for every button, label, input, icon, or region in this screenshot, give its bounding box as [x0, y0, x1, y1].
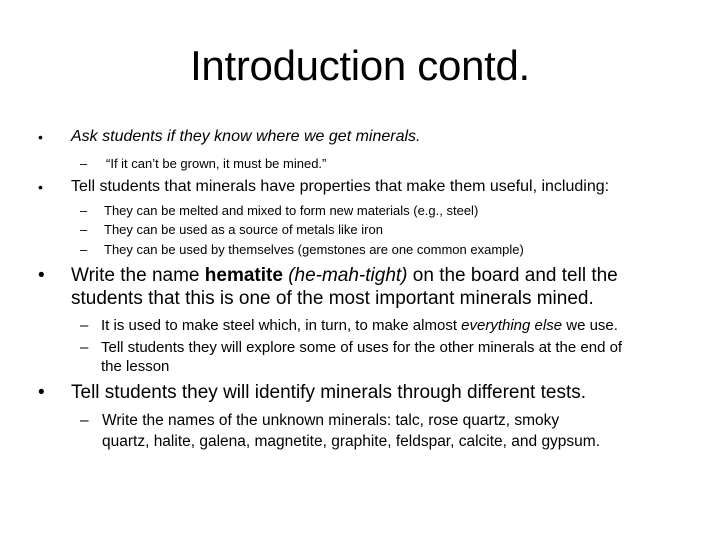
bullet-1-text: Ask students if they know where we get minerals.: [71, 128, 421, 145]
bullet-3-line-1: [71, 265, 618, 287]
hematite-pronunciation: (he-mah-tight): [288, 265, 408, 286]
bullet-2-sub-2: [80, 220, 680, 240]
bullet-2-sub-1: [80, 201, 680, 221]
bullet-2-sub-1-text: They can be melted and mixed to form new materials (e.g., steel): [104, 203, 479, 218]
bullet-3-sub-2: [80, 338, 700, 378]
bullet-3-sub-1: [80, 316, 700, 336]
bullet-2: [38, 177, 698, 199]
dash-marker: –: [80, 242, 88, 257]
bullet-1-sub-1: [80, 154, 680, 174]
bullet-marker: •: [38, 265, 45, 286]
bullet-marker: •: [38, 179, 43, 195]
bullet-marker: •: [38, 382, 45, 403]
dash-marker: –: [80, 339, 89, 356]
bullet-4-sub-1: [80, 410, 710, 454]
bullet-3-sub-2-line-2: the lesson: [101, 358, 170, 375]
slide-title: Introduction contd.: [190, 42, 530, 89]
emphasis-text: everything else: [461, 317, 563, 334]
bullet-3-text-before: Write the name: [71, 265, 205, 286]
bullet-3-sub-1-text-before: It is used to make steel which, in turn, to make almost: [101, 317, 462, 334]
bullet-3-text-after: on the board and tell the: [407, 265, 618, 286]
bullet-3-line-2: students that this is one of the most important minerals mined.: [71, 288, 594, 309]
bullet-2-text: Tell students that minerals have properties that make them useful, including:: [71, 178, 610, 195]
bullet-2-sub-3: [80, 240, 680, 260]
bullet-1: [38, 127, 698, 149]
dash-marker: –: [80, 412, 89, 429]
bullet-3-sub-2-line-1: Tell students they will explore some of uses for the other minerals at the end of: [101, 339, 623, 356]
bullet-3-sub-1-text-after: we use.: [562, 317, 618, 334]
dash-marker: –: [80, 317, 89, 334]
bullet-4-sub-1-line-1: Write the names of the unknown minerals: talc, rose quartz, smoky: [102, 412, 560, 429]
bullet-4: [38, 382, 708, 406]
hematite-term: hematite: [204, 265, 283, 286]
bullet-4-text: Tell students they will identify minerals through different tests.: [71, 382, 587, 403]
bullet-marker: •: [38, 129, 43, 145]
bullet-1-sub-1-text: “If it can’t be grown, it must be mined.”: [106, 156, 327, 171]
bullet-4-sub-1-line-2: quartz, halite, galena, magnetite, graphite, feldspar, calcite, and gypsum.: [102, 433, 601, 450]
dash-marker: –: [80, 222, 88, 237]
bullet-2-sub-3-text: They can be used by themselves (gemstones are one common example): [104, 242, 524, 257]
bullet-3: [38, 265, 708, 311]
bullet-3-sub-1-text: [101, 316, 618, 336]
bullet-2-sub-2-text: They can be used as a source of metals like iron: [104, 222, 383, 237]
dash-marker: –: [80, 156, 88, 171]
dash-marker: –: [80, 203, 88, 218]
